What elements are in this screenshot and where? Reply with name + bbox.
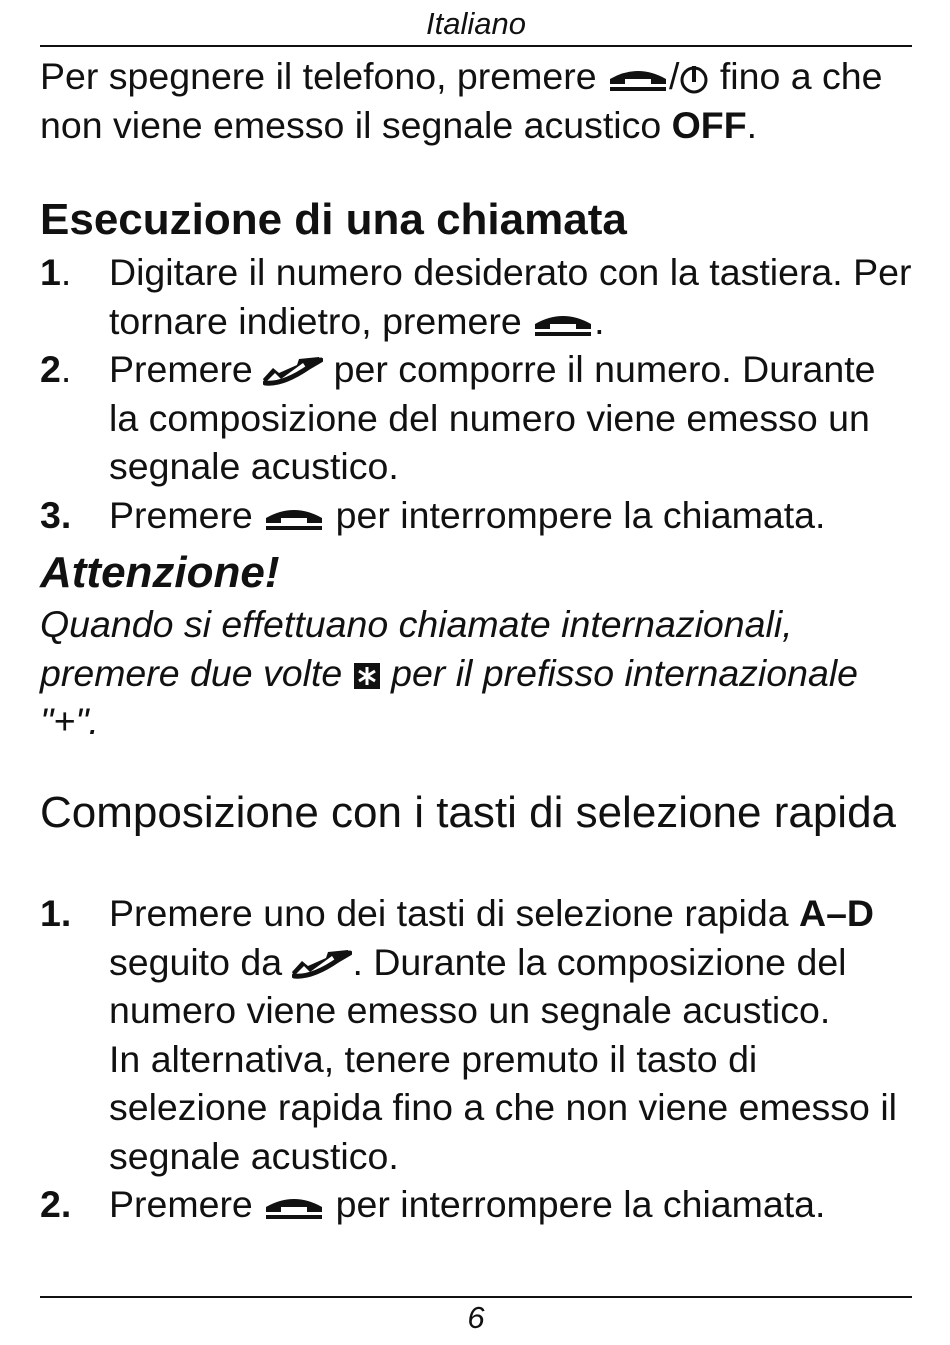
end-call-icon <box>607 65 669 93</box>
list-item <box>40 248 912 345</box>
step-text: Digitare il numero desiderato con la tastiera. Per tornare indietro, premere <box>109 251 912 342</box>
intro-paragraph <box>40 52 912 149</box>
warning-text <box>40 600 912 746</box>
step-text: Premere uno dei tasti di selezione rapida <box>109 892 799 934</box>
section-title-speed-dial: Composizione con i tasti di selezione rapida <box>40 788 897 837</box>
step-text: Premere <box>109 1183 264 1225</box>
off-label: OFF <box>671 103 747 146</box>
step-text-end: per comporre il numero. Durante la composizione del numero viene emesso un segnale acustico. <box>109 348 876 487</box>
list-item <box>40 1180 912 1229</box>
step-number: 3. <box>40 493 72 536</box>
list-item <box>40 345 912 491</box>
star-key-icon <box>353 662 381 690</box>
intro-end: . <box>746 103 758 146</box>
making-call-steps <box>40 248 912 539</box>
step-text: Premere <box>109 493 264 536</box>
warning-text-b: per il prefisso internazionale "+". <box>40 651 859 742</box>
step-number: 1. <box>40 251 72 293</box>
intro-slash: / <box>669 55 680 97</box>
page-number: 6 <box>467 1300 485 1335</box>
call-icon <box>292 950 352 980</box>
list-item <box>40 491 912 540</box>
step-text: seguito da <box>109 940 293 983</box>
footer-divider <box>40 1296 912 1298</box>
warning-title: Attenzione! <box>40 548 280 597</box>
step-text-end: per interrompere la chiamata. <box>325 493 826 536</box>
power-icon <box>679 63 709 95</box>
end-call-icon <box>263 504 325 532</box>
speed-dial-steps <box>40 889 912 1229</box>
end-call-icon <box>263 1193 325 1221</box>
step-text-end: . <box>594 299 605 342</box>
list-item <box>40 889 912 1180</box>
step-text-end: . Durante la composizione del numero viene emesso un segnale acustico. <box>109 940 847 1031</box>
intro-text-after: fino a che non viene emesso il segnale acustico <box>40 55 883 146</box>
manual-page <box>40 0 912 1345</box>
step-alternative-text: In alternativa, tenere premuto il tasto di selezione rapida fino a che non viene emesso il segnale acustico. <box>109 1037 897 1177</box>
section-title-making-call: Esecuzione di una chiamata <box>40 195 627 244</box>
step-number: 1. <box>40 892 72 934</box>
step-text: Premere <box>109 348 264 390</box>
end-call-icon <box>532 310 594 338</box>
step-text-end: per interrompere la chiamata. <box>325 1183 826 1225</box>
page-header-language: Italiano <box>426 6 526 41</box>
step-number: 2. <box>40 348 72 390</box>
step-number: 2. <box>40 1183 72 1225</box>
call-icon <box>263 357 323 387</box>
header-divider <box>40 45 912 47</box>
intro-text-before: Per spegnere il telefono, premere <box>40 55 607 97</box>
warning-text-a: Quando si effettuano chiamate internazionali, premere due volte <box>40 603 793 694</box>
speed-dial-keys: A–D <box>798 892 875 934</box>
